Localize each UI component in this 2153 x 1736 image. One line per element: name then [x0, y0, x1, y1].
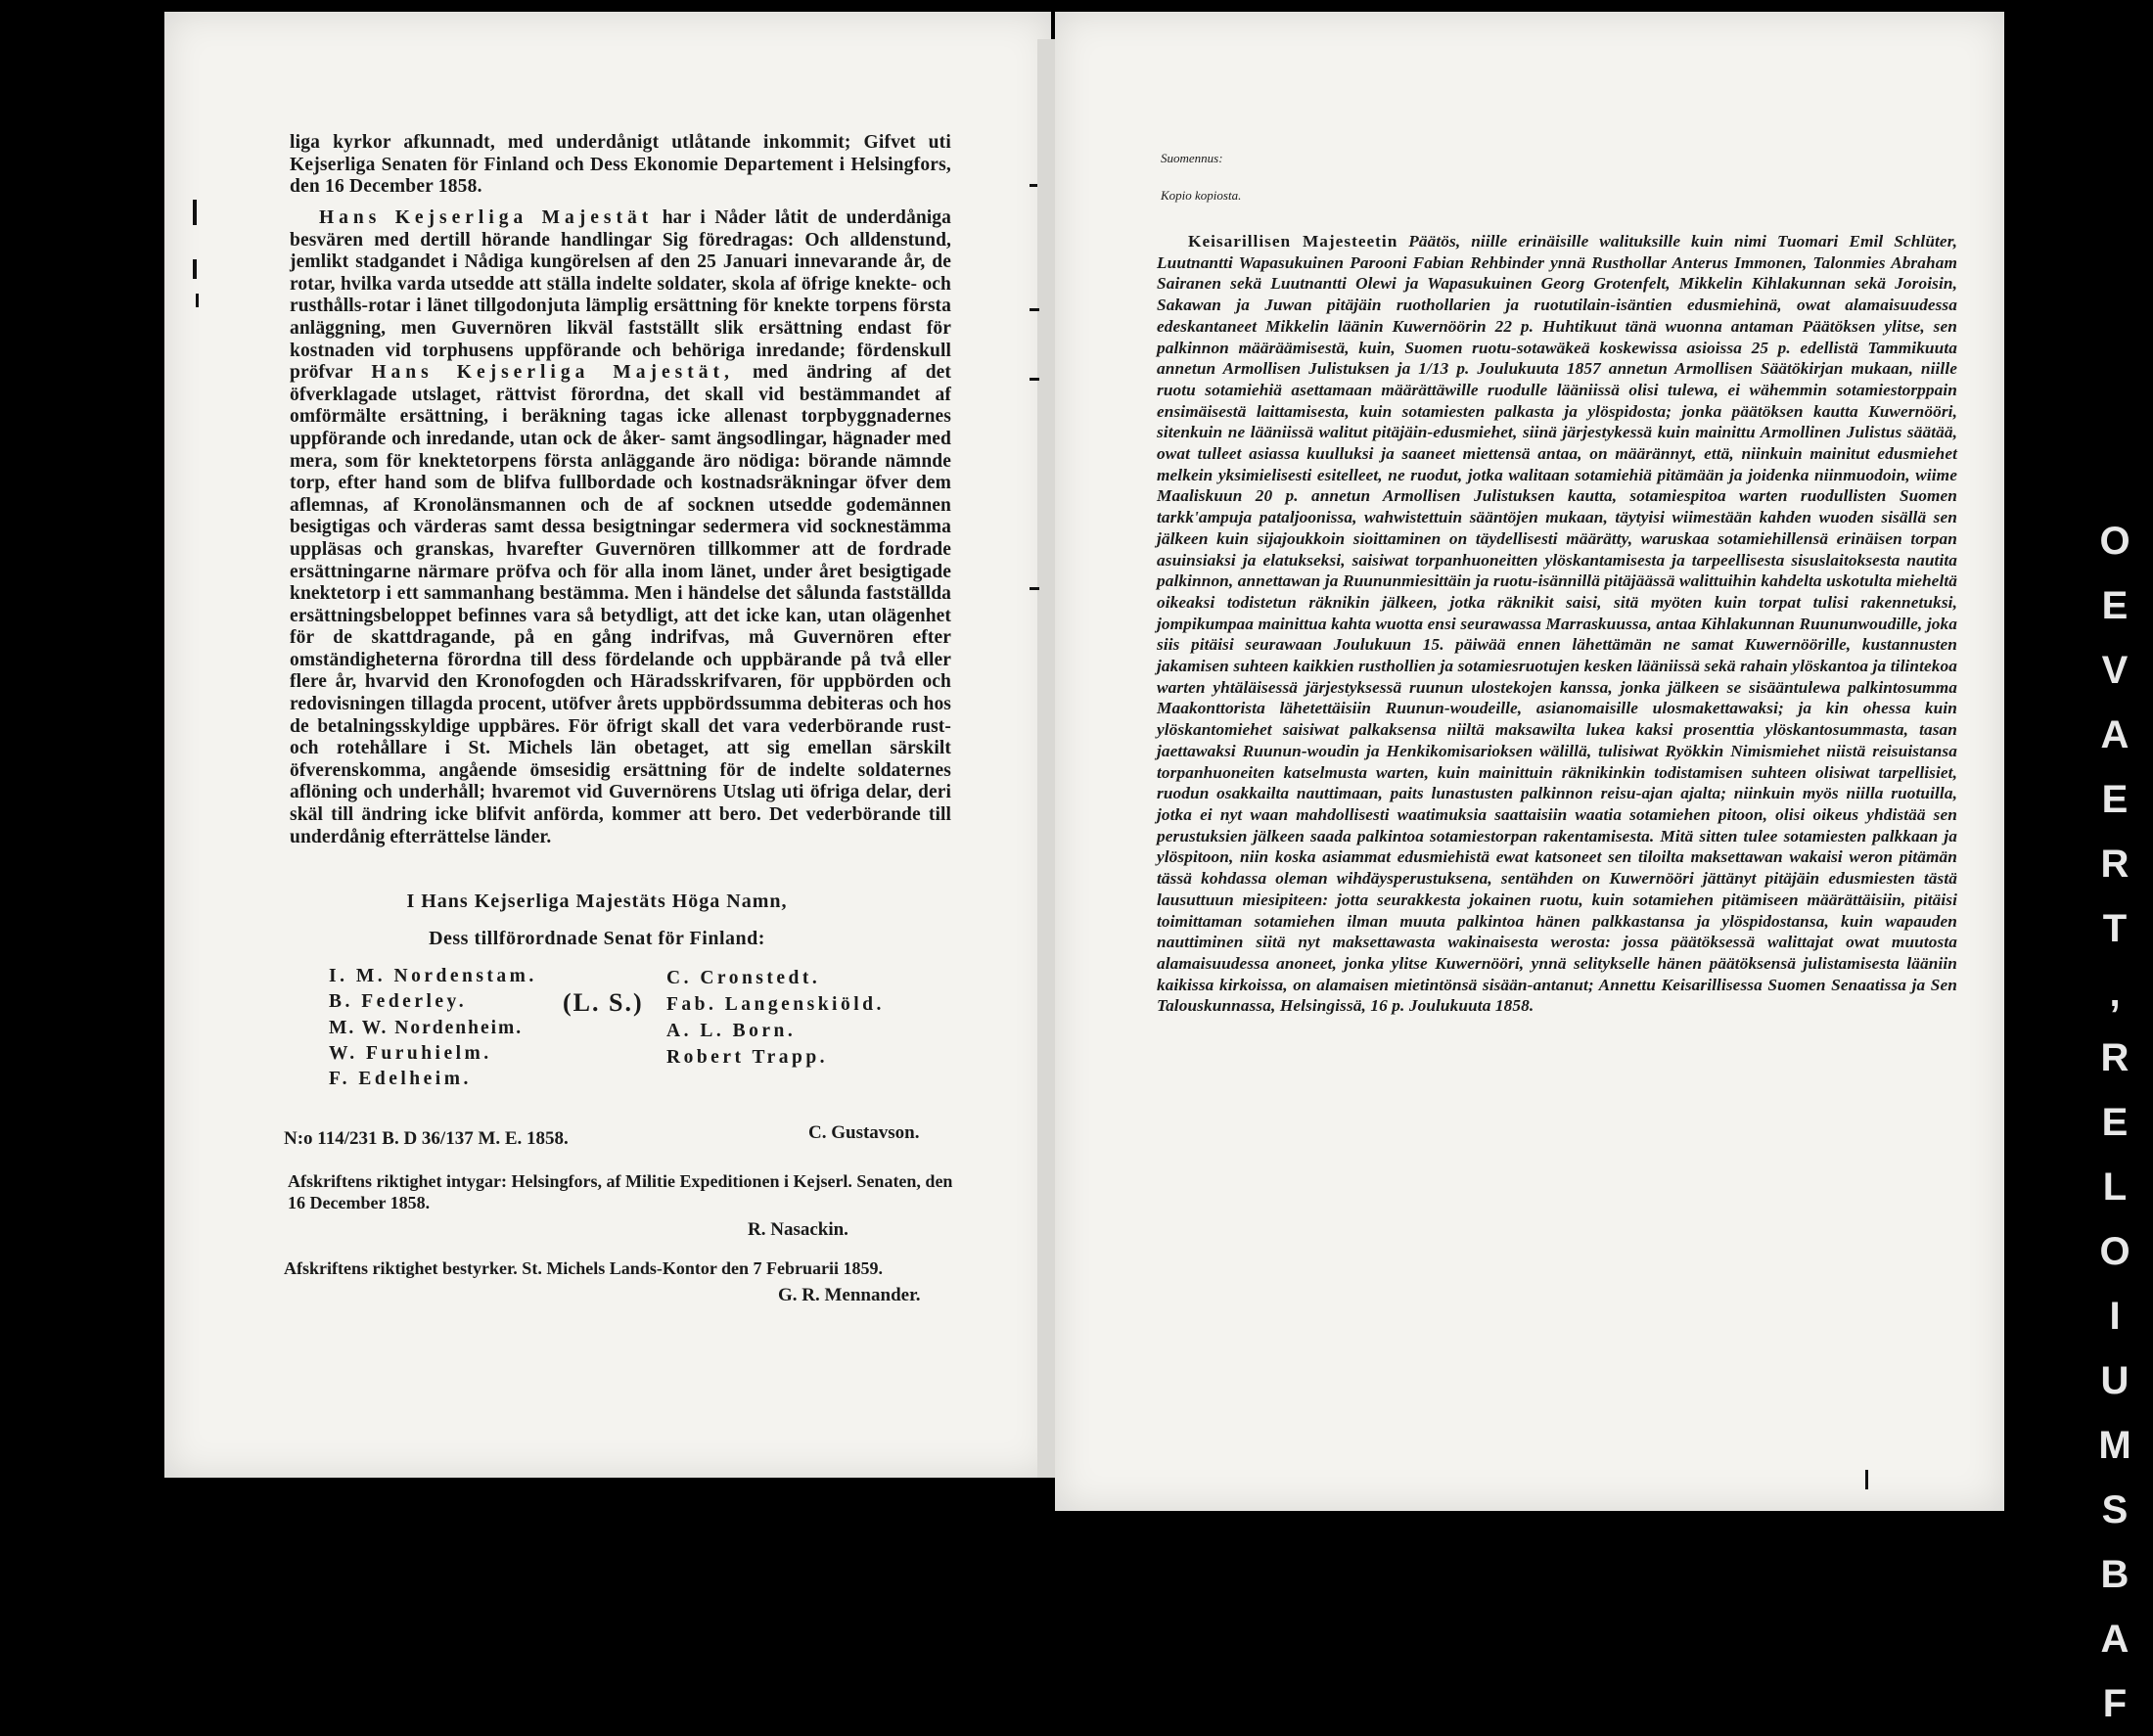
frame-letter: L [2102, 1165, 2128, 1209]
margin-mark [1030, 378, 1039, 381]
signature: M. W. Nordenheim. [329, 1018, 524, 1038]
signature: W. Furuhielm. [329, 1043, 492, 1064]
frame-letter: T [2102, 907, 2128, 950]
frame-letter: E [2101, 584, 2129, 627]
seal-mark: (L. S.) [563, 988, 644, 1017]
frame-letter: V [2101, 649, 2129, 692]
frame-letter: A [2100, 1618, 2130, 1661]
frame-letter: E [2101, 1101, 2129, 1144]
page-gutter [1037, 39, 1055, 1478]
decision-paragraph: Hans Kejserliga Majestät har i Nåder låtit de underdåniga besvären med dertill hörande handlingar Sig föredragas: Och alldenstund, jemlikt stadgandet i Nådiga kungörelsen af den 25 Januari innevarande år, de rotar, hvilka varda utsedde att ställa indelte soldater, skola af öfrige knekte- och rusthålls-rotar i länet tillgodonjuta lämplig ersättning för knekte torpens första anläggning, men Guvernören likväl fastställt slik ersättning endast för kostnaden vid torphusens uppförande och behöriga inredande; fördenskull pröfvar Hans Kejserliga Majestät, med ändring af det öfverklagade utslaget, rättvist förordna, det skall vid bestämmandet af omförmälte ersättning, i beräkning tagas icke allenast torpbyggnadernes uppförande och inredande, utan ock de åker- samt ängsodlingar, hägnader med mera, som för knektetorpens första anläggande äro nödiga: börande nämnde torp, efter hand som de blifva fullbordade och kostnadsräkningar öfver dem aflemnas, af Kronolänsmannen och de af socknen utsedde godemännen besigtigas och värderas samt dessa besigtningar sedermera vid socknestämma uppläsas och granskas, hvarefter Guvernören tillkommer att de fordrade ersättningarne närmare pröfva och för alla inom länet, under året besigtigade knektetorp i ett sammanhang bestämma. Men i händelse det sålunda fastställda ersättningsbeloppet befinnes vara så betydligt, att det icke kan, utan olägenhet för de skattdragande, på en gång indrifvas, må Guvernören efter omständigheterna förordna till dess fördelande och uppbärande på två eller flere år, hvarvid den Kronofogden och Häradsskrifvaren, för uppbörden och redovisningen tillagda procent, utöfver årets uppbördssumma debiteras och hos de betalningsskyldige uppbäres. För öfrigt skall det vara vederbörande rust- och rotehållare i St. Michels län obetaget, att sig emellan särskilt öfverenskomma, angående ömsesidig ersättning för de indelte soldaternes aflöning och underhåll; hvaremot vid Guvernörens Utslag uti öfriga delar, deri skäl till ändring icke blifvit anförda, kommer att bero. Det vederbörande till underdånig efterrättelse länder. [290, 207, 951, 847]
frame-letter: B [2100, 1553, 2130, 1596]
majestat-heading-2: Hans Kejserliga Majestät, [371, 362, 734, 384]
frame-letter: E [2101, 778, 2129, 821]
signature: C. Cronstedt. [666, 968, 821, 988]
signature: F. Edelheim. [329, 1069, 472, 1089]
frame-letter: I [2109, 1295, 2121, 1338]
frame-letter: U [2100, 1359, 2130, 1402]
signature-nasackin: R. Nasackin. [748, 1219, 848, 1240]
copy-attestation-1: Afskriftens riktighet intygar: Helsingfors, af Militie Expeditionen i Kejserl. Senaten, den 16 December 1858. [288, 1171, 953, 1212]
majesteetin-heading: Keisarillisen Majesteetin [1188, 232, 1398, 251]
translation-label: Suomennus: [1161, 151, 1223, 165]
margin-mark [1030, 184, 1037, 187]
frame-letter: F [2102, 1682, 2128, 1725]
finnish-translation-body: Keisarillisen Majesteetin Päätös, niille erinäisille walituksille kuin nimi Tuomari Emil Schlüter, Luutnantti Wapasukuinen Parooni Fabian Rehbinder ynnä Rusthollar Anterus Immonen, Talonmies Abraham Sairanen sekä Luutnantti Olewi ja Wapasukuinen Georg Grotenfelt, Mikkelin Kihlakunnan sekä Joroisin, Sakawan ja Juwan pitäjäin ruothollarien ja ruotutilain-isäntien edusmiehinä, owat alamaisuudessa edeskantaneet Mikkelin läänin Kuwernöörin 22 p. Huhtikuut tänä wuonna antaman Päätöksen ylitse, sen palkinnon määräämisestä, kuin, Suomen ruotu-sotawäkeä koskewissa asioissa 25 p. edellistä Tammikuuta annetun Armollisen Julistuksen ja 1/13 p. Joulukuuta 1857 annetun Armollisen Säätökirjan mukaan, niille ruotu sotamiehiä asettamaan määrättäwille ruodulle lääniissä olisi tulewa, ei wähemmin sotamiestorppain ensimäisestä laittamisesta, kuin sotamiesten palkasta ja ylöspidosta; jonka päätöksen kautta Kuwernööri, sitenkuin ne lääniissä walitut pitäjäin-edusmiehet, siinä järjestykessä kuin mainittu Armollinen Julistus säätää, owat tulleet asiassa kuulluksi ja saaneet miettensä antaa, on määrännyt, että, niinkuin mainitut edusmiehet melkein yksimielisesti esitelleet, ne ruodut, jotka walitaan sotamiehiä pitämään ja joidenka niinmuodoin, wiime Maaliskuun 20 p. annetun Armollisen Julistuksen kautta, sotamiespitoa warten ruodullisten Suomen tarkk'ampuja pataljoonissa, wahwistettuin sääntöjen mukaan, täytyisi wiimestään kahden wuoden sisällä sen jälkeen kuin sijajoukkoin sioittaminen on täydellisesti määrätty, waruskaa sotamiehillensä erinäisen torpan asuinsiaksi ja elatukseksi, saisiwat torpanhuoneitten ylöskantamisesta ja tarpeellisesta sisuslaitoksesta nautita palkinnon, annettawan ja Ruununmiesittäin ja ruotu-isännillä pitäjäässä walittuihin kahdelta uskotulta mieheltä oikeaksi todistetun räknikin jälkeen, jotka räknikit saisi, sitä myöten kuin torpat tulisi rakennetuksi, jompikumpaa mainittua kahta wuotta ensi seurawassa Marraskuussa, antaa Kihlakunnan Ruununwoudille, joka siis pitäisi seurawaan Joulukuun 15. päiwää ennen lähettämän ne samat Kuwernöörille, kustannusten jakamisen suhteen kaikkien rusthollien ja sotamiesruotujen kesken lääniissä sekä rahain ylöskantoa ja tilintekoa warten yhtäläisessä järjestyksessä ruunun ulostekojen kanssa, jonka jälkeen se sisääntulewa palkintosumma Maakonttorista lähetettäisiin Ruunun-woudeille, asianomaisille ulosmakettawaksi; ja kin ohessa kuin ylöskantomiehet saisiwat palkaksensa niiltä maksawilta lukea kaksi prosenttia ylöskantosummasta, tasan jaettawaksi Ruunun-woudin ja Henkikomisarioksen wälillä, tulisiwat Ryökkin Nimismiehet niistä reisuistansa torpanhuoneiten katselmusta warten, kuin mainittuin räknikinkin todistamisen suhteen olisiwat tarpellisiet, ruodun osakkailta nauttimaan, paits lunastusten palkinnon reisu-ajan ajalta; niinkuin myös niilla ruotuilla, jotka ei nyt waan mahdollisesti waatimuksia saattaisiin waatia sotamiehen pitoon, olisi oikeus yhdistää sen perustuksien jälkeen saada palkintoa sotamiestorpan rakentamisesta. Mitä sitten tulee sotamiesten palkkaan ja ylöspitoon, niin koska asiammat edusmiehistä ewat katsoneet sen tiloilta maksettawan wakaisi weron pitämän tässä kohdassa oleman wihdäysperustuksena, sentähden on Kuwernööri jättänyt pitäjäin edusmiesten tästä lausuttuun miesipiteen: jotta seurakkesta jokainen ruotu, kuin sotamiehen pitämiseen määrättäisiin, pitäisi toimittaman sotamiehen ilman muuta palkintoa hänen palkkastansa ja ylöspidostansa, kuin wapauden nauttiminen siitä nyt maksettawasta wakinaisesta werosta: jossa päätöksessä walittajat owat muutosta alamaisuudessa anoneet, jonka ylitse Kuwernööri, ynnä selitykselle hänen päätöksensä julistamisesta lääniin kaikissa kirkoissa, on alamaisen mietintönsä sisään-antanut; Annettu Keisarillisessa Suomen Senaatissa ja Sen Talouskunnassa, Helsingissä, 16 p. Joulukuuta 1858. [1157, 232, 1957, 1016]
signature: Fab. Langenskiöld. [666, 994, 885, 1015]
signature: B. Federley. [329, 991, 468, 1012]
frame-letter: S [2101, 1488, 2129, 1531]
margin-mark [196, 294, 199, 307]
copy-attestation-2: Afskriftens riktighet bestyrker. St. Michels Lands-Kontor den 7 Februarii 1859. [284, 1258, 883, 1278]
margin-mark [193, 259, 197, 279]
frame-letter: O [2099, 520, 2130, 563]
frame-letter: A [2100, 713, 2130, 756]
signature: A. L. Born. [666, 1021, 797, 1041]
opening-paragraph: liga kyrkor afkunnadt, med underdånigt utlåtande inkommit; Gifvet uti Kejserliga Senaten för Finland och Dess Ekonomie Departement i Helsingfors, den 16 December 1858. [290, 132, 951, 198]
margin-mark [1030, 308, 1039, 311]
margin-mark [1030, 587, 1039, 590]
margin-mark [193, 200, 197, 225]
signature-mennander: G. R. Mennander. [778, 1285, 921, 1305]
signature-gustavson: C. Gustavson. [808, 1122, 920, 1143]
frame-letter: , [2109, 972, 2121, 1015]
senat-line: Dess tillförordnade Senat för Finland: [429, 928, 765, 949]
frame-letter: R [2100, 843, 2130, 886]
namn-line: I Hans Kejserliga Majestäts Höga Namn, [406, 891, 788, 912]
margin-mark [1865, 1470, 1868, 1489]
copy-label: Kopio kopiosta. [1161, 188, 1242, 203]
frame-letter: R [2100, 1036, 2130, 1079]
signature: Robert Trapp. [666, 1047, 829, 1068]
frame-letter: O [2099, 1230, 2130, 1273]
frame-letter: M [2098, 1424, 2131, 1467]
film-frame-label [2090, 509, 2139, 1736]
register-number: N:o 114/231 B. D 36/137 M. E. 1858. [284, 1128, 569, 1149]
majestat-heading: Hans Kejserliga Majestät [319, 207, 654, 228]
signature: I. M. Nordenstam. [329, 966, 537, 986]
